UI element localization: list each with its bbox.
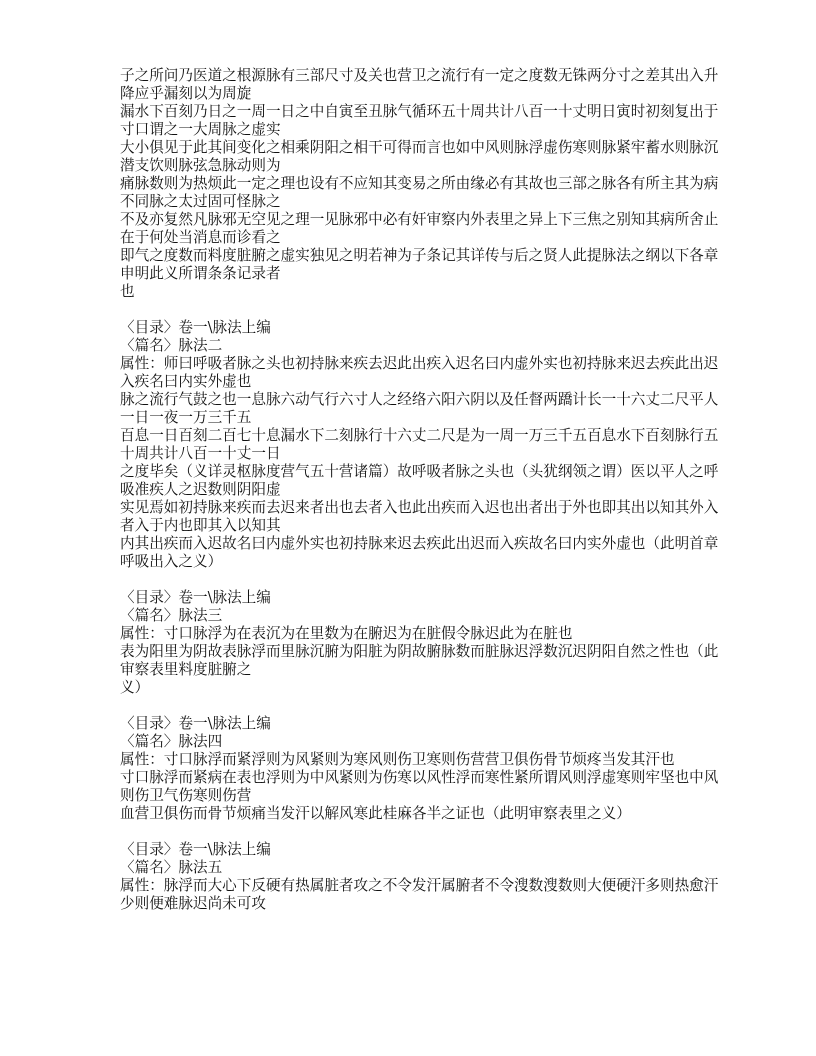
- text-line: 义）: [120, 679, 150, 696]
- text-line: 则伤卫气伤寒则伤营: [120, 787, 252, 804]
- text-line: 内其出疾而入迟故名曰内虚外实也初持脉来迟去疾此出迟而入疾故名曰内实外虚也（此明首章: [120, 535, 719, 552]
- text-line: 不同脉之太过固可怪脉之: [120, 193, 281, 210]
- text-line: 百息一日百刻二百七十息漏水下二刻脉行十六丈二尺是为一周一万三千五百息水下百刻脉行五: [120, 427, 719, 444]
- text-line: 〈目录〉卷一\脉法上编: [120, 319, 271, 336]
- text-line: 也: [120, 283, 135, 300]
- text-line: 在于何处当消息而诊看之: [120, 229, 281, 246]
- text-line: 少则便难脉迟尚未可攻: [120, 895, 266, 912]
- text-line: 属性：脉浮而大心下反硬有热属脏者攻之不令发汗属腑者不令溲数溲数则大便硬汗多则热愈汗: [120, 877, 719, 894]
- text-line: 脉之流行气鼓之也一息脉六动气行六寸人之经络六阳六阴以及任督两蹻计长一十六丈二尺平人: [120, 391, 719, 408]
- text-line: 一日一夜一万三千五: [120, 409, 252, 426]
- text-line: 呼吸出入之义）: [120, 553, 223, 570]
- text-line: 潜支饮则脉弦急脉动则为: [120, 157, 281, 174]
- text-line: 血营卫俱伤而骨节烦痛当发汗以解风寒此桂麻各半之证也（此明审察表里之义）: [120, 805, 631, 822]
- text-line: 吸准疾人之迟数则阴阳虚: [120, 481, 281, 498]
- document-section: [120, 841, 720, 913]
- text-line: 者入于内也即其入以知其: [120, 517, 281, 534]
- text-line: 属性：师曰呼吸者脉之头也初持脉来疾去迟此出疾入迟名曰内虚外实也初持脉来迟去疾此出迟: [120, 355, 719, 372]
- text-line: 十周共计八百一十丈一日: [120, 445, 281, 462]
- text-line: 表为阳里为阴故表脉浮而里脉沉腑为阳脏为阴故腑脉数而脏脉迟浮数沉迟阴阳自然之性也（此: [120, 643, 719, 660]
- document-section: [120, 589, 720, 697]
- text-line: 〈目录〉卷一\脉法上编: [120, 841, 271, 858]
- text-line: 不及亦复然凡脉邪无空见之理一见脉邪中必有奸审察内外表里之异上下三焦之别知其病所舍止: [120, 211, 719, 228]
- document-section: [120, 715, 720, 823]
- text-line: 审察表里料度脏腑之: [120, 661, 252, 678]
- text-line: 〈篇名〉脉法四: [120, 733, 223, 750]
- text-line: 子之所问乃医道之根源脉有三部尺寸及关也营卫之流行有一定之度数无铢两分寸之差其出入升: [120, 67, 719, 84]
- text-line: 寸口谓之一大周脉之虚实: [120, 121, 281, 138]
- text-line: 〈目录〉卷一\脉法上编: [120, 715, 271, 732]
- text-line: 即气之度数而料度脏腑之虚实独见之明若神为子条记其详传与后之贤人此提脉法之纲以下各章: [120, 247, 719, 264]
- document-section: [120, 319, 720, 571]
- text-line: 属性：寸口脉浮为在表沉为在里数为在腑迟为在脏假令脉迟此为在脏也: [120, 625, 573, 642]
- text-line: 降应乎漏刻以为周旋: [120, 85, 252, 102]
- text-line: 属性：寸口脉浮而紧浮则为风紧则为寒风则伤卫寒则伤营营卫俱伤骨节烦疼当发其汗也: [120, 751, 675, 768]
- text-line: 〈篇名〉脉法二: [120, 337, 223, 354]
- text-line: 大小俱见于此其间变化之相乘阴阳之相干可得而言也如中风则脉浮虚伤寒则脉紧牢蓄水则脉沉: [120, 139, 719, 156]
- document-section: [120, 67, 720, 301]
- text-line: 〈篇名〉脉法五: [120, 859, 223, 876]
- text-line: 〈目录〉卷一\脉法上编: [120, 589, 271, 606]
- text-line: 之度毕矣（义详灵枢脉度营气五十营诸篇）故呼吸者脉之头也（头犹纲领之谓）医以平人之呼: [120, 463, 719, 480]
- text-line: 寸口脉浮而紧病在表也浮则为中风紧则为伤寒以风性浮而寒性紧所谓风则浮虚寒则牢坚也中风: [120, 769, 719, 786]
- document-page: [120, 67, 720, 931]
- text-line: 入疾名曰内实外虚也: [120, 373, 252, 390]
- text-line: 漏水下百刻乃日之一周一日之中自寅至丑脉气循环五十周共计八百一十丈明日寅时初刻复出于: [120, 103, 719, 120]
- text-line: 实见焉如初持脉来疾而去迟来者出也去者入也此出疾而入迟也出者出于外也即其出以知其外入: [120, 499, 719, 516]
- text-line: 〈篇名〉脉法三: [120, 607, 223, 624]
- text-line: 痛脉数则为热烦此一定之理也设有不应知其变易之所由缘必有其故也三部之脉各有所主其为病: [120, 175, 719, 192]
- text-line: 申明此义所谓条条记录者: [120, 265, 281, 282]
